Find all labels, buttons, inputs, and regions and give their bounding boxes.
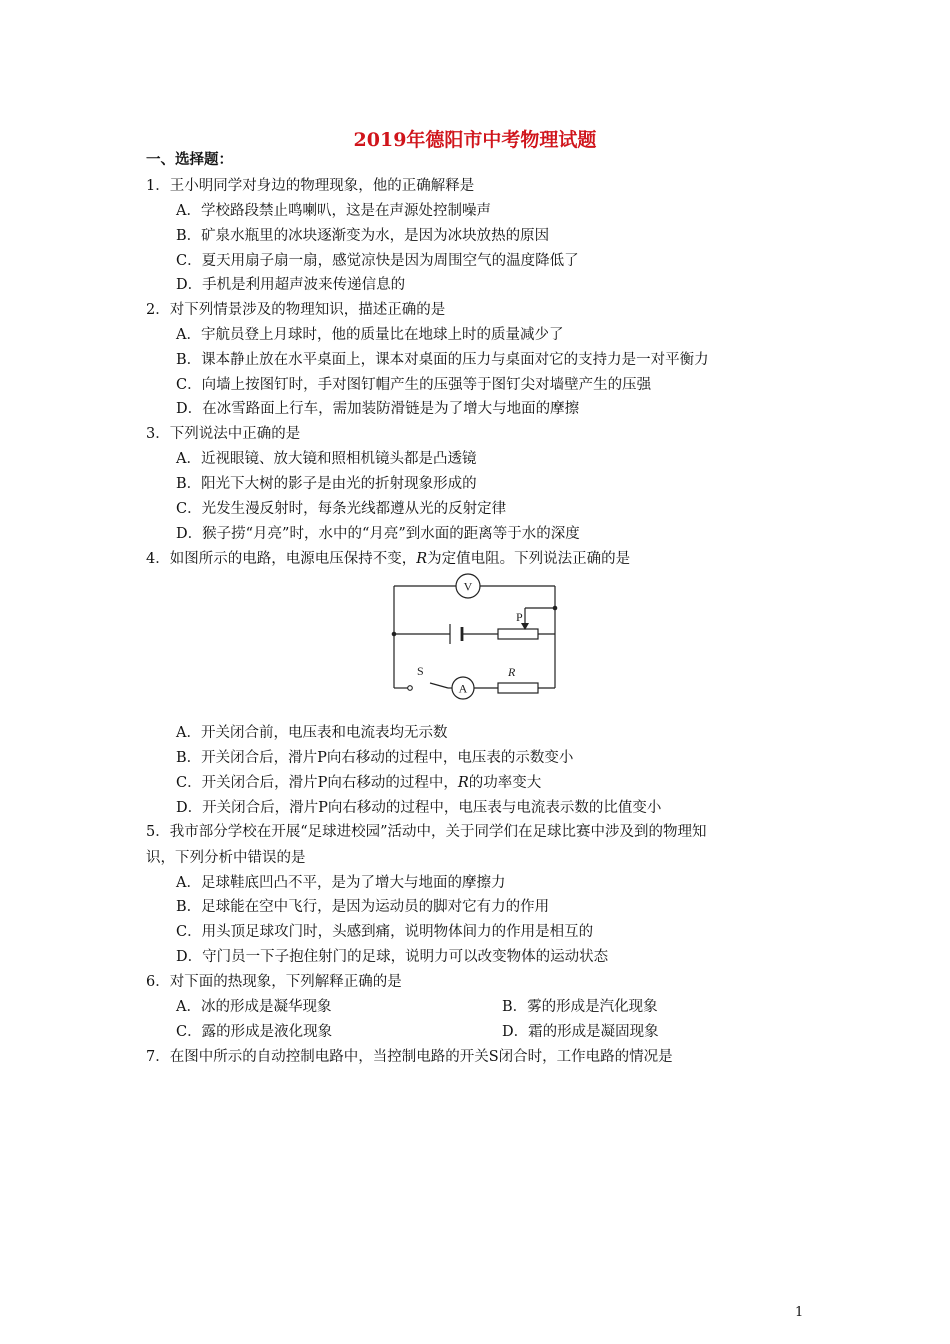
question-1-option-a: A．学校路段禁止鸣喇叭，这是在声源处控制噪声 — [176, 203, 491, 219]
switch-label: S — [417, 664, 424, 678]
question-5-stem-line1: 5．我市部分学校在开展“足球进校园”活动中，关于同学们在足球比赛中涉及到的物理知 — [146, 824, 707, 840]
circuit-diagram — [380, 570, 580, 700]
question-4-stem-r: R — [416, 551, 428, 567]
question-4-option-b: B．开关闭合后，滑片P向右移动的过程中，电压表的示数变小 — [176, 750, 574, 766]
resistor-symbol — [498, 683, 538, 693]
question-3-stem: 3．下列说法中正确的是 — [146, 426, 301, 442]
voltmeter-label: V — [463, 579, 473, 594]
page-number: 1 — [795, 1305, 804, 1320]
question-7-stem: 7．在图中所示的自动控制电路中，当控制电路的开关S闭合时，工作电路的情况是 — [146, 1049, 673, 1065]
question-5-option-a: A．足球鞋底凹凸不平，是为了增大与地面的摩擦力 — [176, 875, 506, 891]
question-2-stem: 2．对下列情景涉及的物理知识，描述正确的是 — [146, 302, 446, 318]
question-6-option-b: B．雾的形成是汽化现象 — [502, 999, 658, 1015]
question-4-option-c-pre: C．开关闭合后，滑片P向右移动的过程中， — [176, 775, 458, 791]
question-5-option-d: D．守门员一下子抱住射门的足球，说明力可以改变物体的运动状态 — [176, 949, 609, 965]
question-1-option-c: C．夏天用扇子扇一扇，感觉凉快是因为周围空气的温度降低了 — [176, 253, 579, 269]
page-title: 2019年德阳市中考物理试题 — [353, 129, 597, 151]
question-2-option-c: C．向墙上按图钉时，手对图钉帽产生的压强等于图钉尖对墙壁产生的压强 — [176, 377, 652, 393]
question-4-stem-pre: 4．如图所示的电路，电源电压保持不变， — [146, 551, 417, 567]
question-6-stem: 6．对下面的热现象，下列解释正确的是 — [146, 974, 402, 990]
question-5-option-c: C．用头顶足球攻门时，头感到痛，说明物体间力的作用是相互的 — [176, 924, 594, 940]
resistor-label: R — [508, 665, 516, 679]
rheostat-symbol — [498, 629, 538, 639]
question-2-option-d: D．在冰雪路面上行车，需加装防滑链是为了增大与地面的摩擦 — [176, 401, 580, 417]
question-6-option-d: D．霜的形成是凝固现象 — [502, 1024, 659, 1040]
question-4-option-c-r: R — [457, 775, 469, 791]
question-4-option-c — [176, 773, 541, 793]
question-4-option-d: D．开关闭合后，滑片P向右移动的过程中，电压表与电流表示数的比值变小 — [176, 800, 662, 816]
slider-label: P — [516, 610, 523, 624]
question-4-option-c-post: 的功率变大 — [468, 775, 542, 791]
question-4-stem — [146, 549, 630, 569]
question-6-option-a: A．冰的形成是凝华现象 — [176, 999, 332, 1015]
battery-symbol — [450, 624, 462, 644]
question-1-option-d: D．手机是利用超声波来传递信息的 — [176, 277, 406, 293]
question-3-option-c: C．光发生漫反射时，每条光线都遵从光的反射定律 — [176, 501, 507, 517]
switch-contact — [408, 686, 413, 691]
question-3-option-d: D．猴子捞“月亮”时，水中的“月亮”到水面的距离等于水的深度 — [176, 526, 580, 542]
section-heading: 一、选择题： — [146, 151, 233, 168]
question-5-option-b: B．足球能在空中飞行，是因为运动员的脚对它有力的作用 — [176, 899, 550, 915]
ammeter-label: A — [458, 681, 468, 696]
question-3-option-b: B．阳光下大树的影子是由光的折射现象形成的 — [176, 476, 477, 492]
question-4-stem-post: 为定值电阻。下列说法正确的是 — [427, 551, 631, 567]
question-5-stem-line2: 识，下列分析中错误的是 — [146, 850, 306, 866]
question-2-option-a: A．宇航员登上月球时，他的质量比在地球上时的质量减少了 — [176, 327, 564, 343]
question-1-option-b: B．矿泉水瓶里的冰块逐渐变为水，是因为冰块放热的原因 — [176, 228, 550, 244]
question-4-option-a: A．开关闭合前，电压表和电流表均无示数 — [176, 725, 448, 741]
question-3-option-a: A．近视眼镜、放大镜和照相机镜头都是凸透镜 — [176, 451, 477, 467]
question-6-option-c: C．露的形成是液化现象 — [176, 1024, 333, 1040]
question-1-stem: 1．王小明同学对身边的物理现象，他的正确解释是 — [146, 178, 475, 194]
question-2-option-b: B．课本静止放在水平桌面上，课本对桌面的压力与桌面对它的支持力是一对平衡力 — [176, 352, 709, 368]
